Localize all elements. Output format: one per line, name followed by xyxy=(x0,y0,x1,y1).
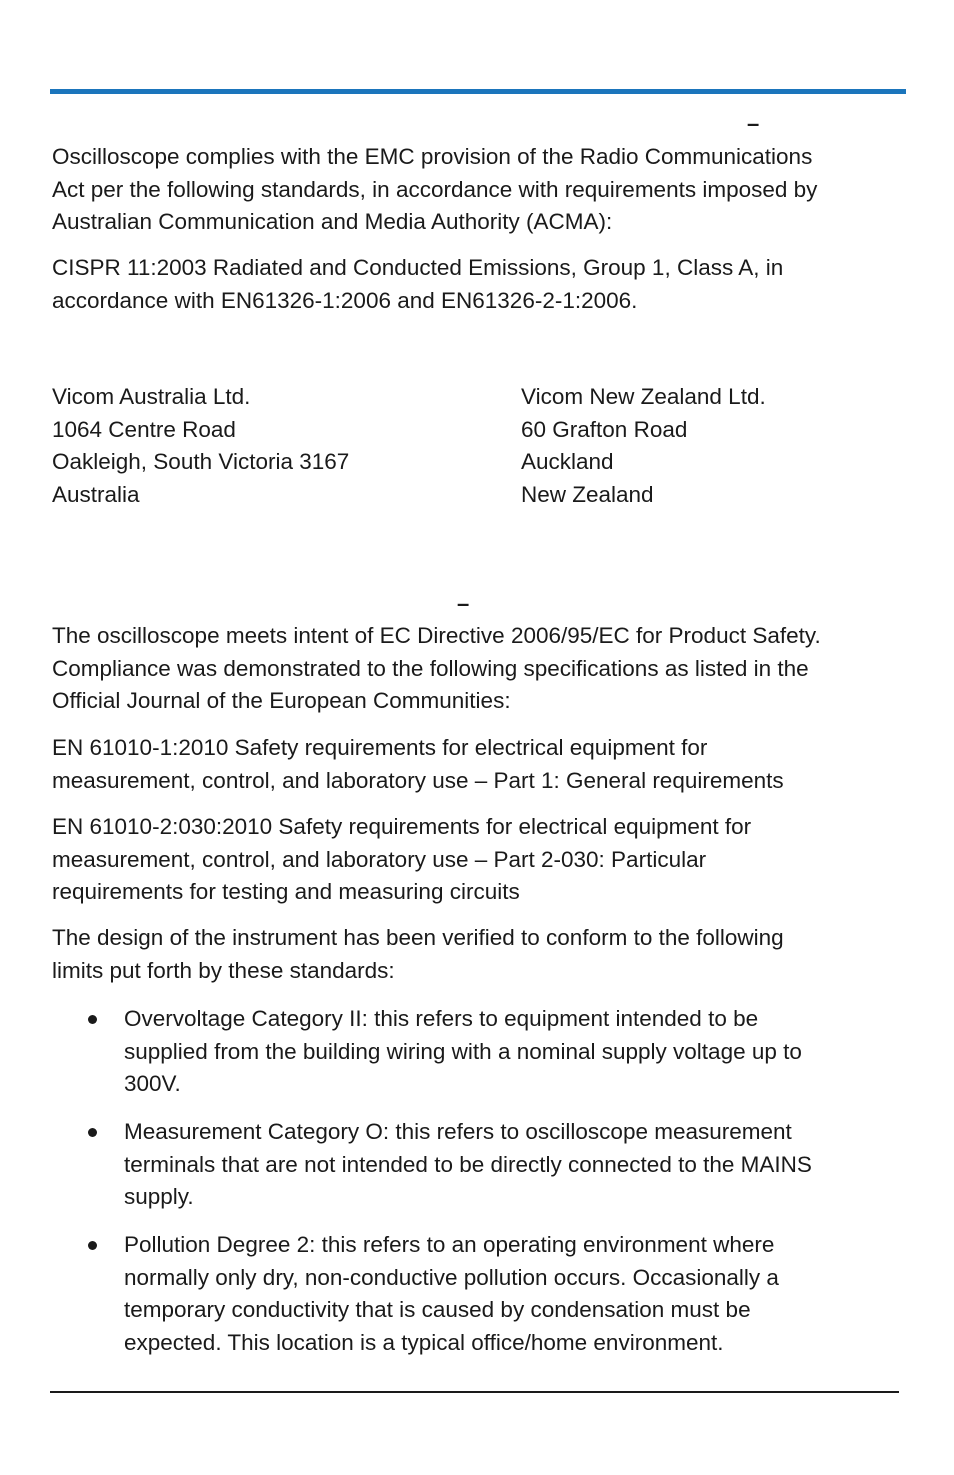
emc-standard-paragraph: CISPR 11:2003 Radiated and Conducted Emissions, Group 1, Class A, in accordance with EN61326-1:2006 and EN61326-2-1:2006. xyxy=(52,255,784,313)
bullet-dot xyxy=(88,1015,97,1024)
safety-heading-dash: – xyxy=(457,591,470,616)
address-new-zealand: Vicom New Zealand Ltd. 60 Grafton Road Auckland New Zealand xyxy=(521,384,766,507)
bullet-dot xyxy=(88,1128,97,1137)
header-rule xyxy=(50,89,906,94)
emc-heading-dash: – xyxy=(747,111,760,136)
safety-intro-paragraph: The oscilloscope meets intent of EC Directive 2006/95/EC for Product Safety. Compliance was demonstrated to the following specifications as listed in the Official Journal of the European Communities: xyxy=(52,623,821,713)
bullet-overvoltage: Overvoltage Category II: this refers to equipment intended to be supplied from the building wiring with a nominal supply voltage up to 300V. xyxy=(124,1006,802,1096)
bullet-measurement: Measurement Category O: this refers to oscilloscope measurement terminals that are not intended to be directly connected to the MAINS supply. xyxy=(124,1119,812,1209)
emc-intro-paragraph: Oscilloscope complies with the EMC provision of the Radio Communications Act per the following standards, in accordance with requirements imposed by Australian Communication and Media Authority (ACMA): xyxy=(52,144,818,234)
address-australia: Vicom Australia Ltd. 1064 Centre Road Oakleigh, South Victoria 3167 Australia xyxy=(52,384,350,507)
bullet-dot xyxy=(88,1241,97,1250)
bullet-pollution: Pollution Degree 2: this refers to an operating environment where normally only dry, non-conductive pollution occurs. Occasionally a temporary conductivity that is caused by condensation must be expected. This location is a typical office/home environment. xyxy=(124,1232,779,1355)
safety-standard-1-paragraph: EN 61010-1:2010 Safety requirements for electrical equipment for measurement, control, and laboratory use – Part 1: General requirements xyxy=(52,735,784,793)
safety-limits-paragraph: The design of the instrument has been verified to conform to the following limits put forth by these standards: xyxy=(52,925,784,983)
safety-standard-2-paragraph: EN 61010-2:030:2010 Safety requirements for electrical equipment for measurement, control, and laboratory use – Part 2-030: Particular requirements for testing and measuring circuits xyxy=(52,814,752,904)
footer-rule xyxy=(50,1391,899,1393)
